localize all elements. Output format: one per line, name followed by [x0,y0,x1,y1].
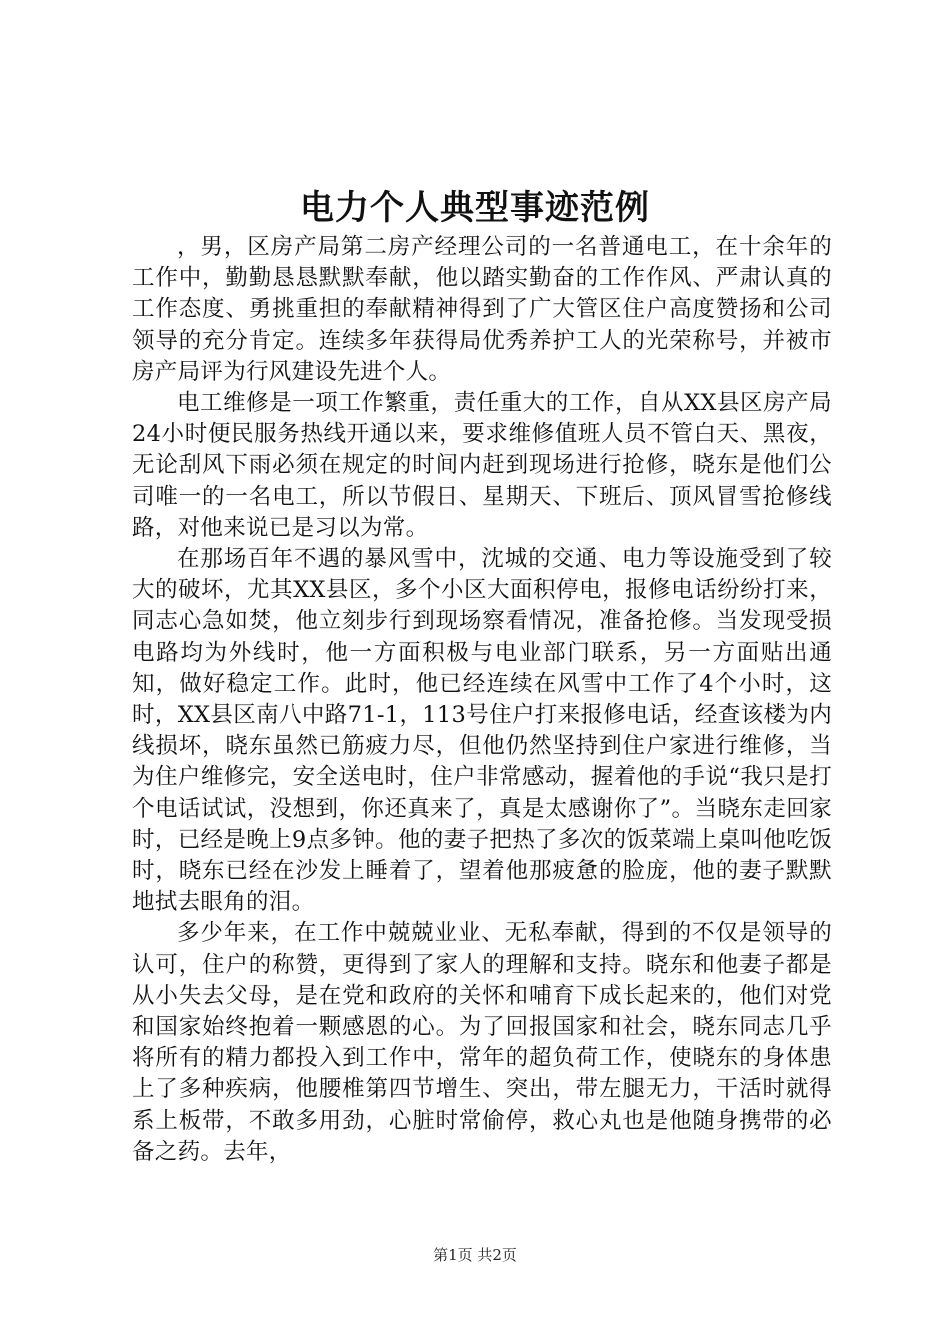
page-number-footer: 第1页 共2页 [433,1246,517,1264]
paragraph-3: 在那场百年不遇的暴风雪中，沈城的交通、电力等设施受到了较大的破坏，尤其XX县区，多个小区大面积停电，报修电话纷纷打来，同志心急如焚，他立刻步行到现场察看情况，准备抢修。当发现受损电路均为外线时，他一方面积极与电业部门联系，另一方面贴出通知，做好稳定工作。此时，他已经连续在风雪中工作了4个小时，这时，XX县区南八中路71-1，113号住户打来报修电话，经查该楼为内线损坏，晓东虽然已筋疲力尽，但他仍然坚持到住户家进行维修，当为住户维修完，安全送电时，住户非常感动，握着他的手说“我只是打个电话试试，没想到，你还真来了，真是太感谢你了”。当晓东走回家时，已经是晚上9点多钟。他的妻子把热了多次的饭菜端上桌叫他吃饭时，晓东已经在沙发上睡着了，望着他那疲惫的脸庞，他的妻子默默地拭去眼角的泪。 [132,546,832,916]
document-body [132,232,832,1168]
paragraph-2: 电工维修是一项工作繁重，责任重大的工作，自从XX县区房产局24小时便民服务热线开通以来，要求维修值班人员不管白天、黑夜，无论刮风下雨必须在规定的时间内赶到现场进行抢修，晓东是他们公司唯一的一名电工，所以节假日、星期天、下班后、顶风冒雪抢修线路，对他来说已是习以为常。 [132,390,832,541]
paragraph-4: 多少年来，在工作中兢兢业业、无私奉献，得到的不仅是领导的认可，住户的称赞，更得到了家人的理解和支持。晓东和他妻子都是从小失去父母，是在党和政府的关怀和哺育下成长起来的，他们对党和国家始终抱着一颗感恩的心。为了回报国家和社会，晓东同志几乎将所有的精力都投入到工作中，常年的超负荷工作，使晓东的身体患上了多种疾病，他腰椎第四节增生、突出，带左腿无力，干活时就得系上板带，不敢多用劲，心脏时常偷停，救心丸也是他随身携带的必备之药。去年， [132,920,832,1165]
document-title: 电力个人典型事迹范例 [300,188,650,228]
paragraph-1: ，男，区房产局第二房产经理公司的一名普通电工，在十余年的工作中，勤勤恳恳默默奉献，他以踏实勤奋的工作作风、严肃认真的工作态度、勇挑重担的奉献精神得到了广大管区住户高度赞扬和公司领导的充分肯定。连续多年获得局优秀养护工人的光荣称号，并被市房产局评为行风建设先进个人。 [132,234,832,385]
